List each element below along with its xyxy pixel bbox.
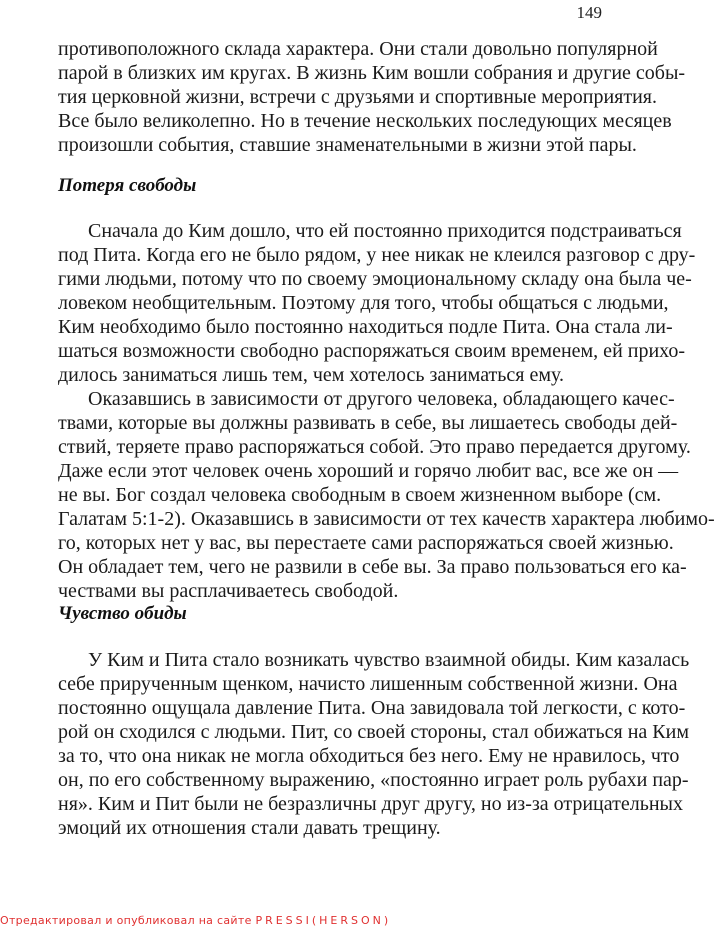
- text-line: Все было великолепно. Но в течение нескольких последующих месяцев: [58, 110, 672, 132]
- text-line: Даже если этот человек очень хороший и горячо любит вас, все же он —: [58, 460, 679, 482]
- text-line: Он обладает тем, чего не развили в себе вы. За право пользоваться его ка-: [58, 556, 687, 578]
- text-line: твами, которые вы должны развивать в себе, вы лишаетесь свободы дей-: [58, 412, 678, 434]
- text-line: го, которых нет у вас, вы перестаете сами распоряжаться своей жизнью.: [58, 532, 674, 554]
- section-loss-of-freedom-body: [58, 219, 715, 603]
- text-line: себе прирученным щенком, начисто лишенным собственной жизни. Она: [58, 673, 678, 695]
- text-line: за то, что она никак не могла обходиться без него. Ему не нравилось, что: [58, 745, 680, 767]
- text-line: ня». Ким и Пит были не безразличны друг другу, но из-за отрицательных: [58, 793, 683, 815]
- text-line: дилось заниматься лишь тем, чем хотелось заниматься ему.: [58, 364, 565, 386]
- text-line: Ким необходимо было постоянно находиться подле Пита. Она стала ли-: [58, 316, 673, 338]
- section-resentment-body: [58, 648, 690, 840]
- text-line: тия церковной жизни, встречи с друзьями и спортивные мероприятия.: [58, 86, 658, 108]
- page-number: 149: [576, 3, 602, 22]
- footer-site-link[interactable]: PRESSI(HERSON): [255, 914, 392, 927]
- text-line: шаться возможности свободно распоряжаться своим временем, ей прихо-: [58, 340, 686, 362]
- text-line: Сначала до Ким дошло, что ей постоянно приходится подстраиваться: [88, 220, 682, 242]
- text-line: Оказавшись в зависимости от другого человека, обладающего качес-: [88, 388, 675, 410]
- text-line: не вы. Бог создал человека свободным в своем жизненном выборе (см.: [58, 484, 662, 506]
- text-line: эмоций их отношения стали давать трещину.: [58, 817, 441, 839]
- footer-credit: [0, 914, 391, 927]
- text-line: Галатам 5:1-2). Оказавшись в зависимости от тех качеств характера любимо-: [58, 508, 715, 530]
- intro-paragraph: [58, 37, 686, 157]
- text-line: он, по его собственному выражению, «постоянно играет роль рубахи пар-: [58, 769, 689, 791]
- text-line: постоянно ощущала давление Пита. Она завидовала той легкости, с кото-: [58, 697, 686, 719]
- footer-text: Отредактировал и опубликовал на сайте: [0, 914, 252, 927]
- text-line: ствий, теряете право распоряжаться собой. Это право передается другому.: [58, 436, 691, 458]
- text-line: рой он сходился с людьми. Пит, со своей стороны, стал обижаться на Ким: [58, 721, 689, 743]
- text-line: произошли события, ставшие знаменательными в жизни этой пары.: [58, 134, 637, 156]
- text-line: У Ким и Пита стало возникать чувство взаимной обиды. Ким казалась: [88, 649, 690, 671]
- text-line: ловеком необщительным. Поэтому для того, чтобы общаться с людьми,: [58, 292, 669, 314]
- text-line: под Пита. Когда его не было рядом, у нее никак не клеился разговор с дру-: [58, 244, 696, 266]
- section-heading-loss-of-freedom: Потеря свободы: [58, 175, 197, 196]
- text-line: гими людьми, потому что по своему эмоциональному складу она была че-: [58, 268, 692, 290]
- text-line: противоположного склада характера. Они стали довольно популярной: [58, 38, 658, 60]
- text-line: парой в близких им кругах. В жизнь Ким вошли собрания и другие собы-: [58, 62, 686, 84]
- text-line: чествами вы расплачиваетесь свободой.: [58, 580, 399, 602]
- section-heading-resentment: Чувство обиды: [58, 603, 187, 624]
